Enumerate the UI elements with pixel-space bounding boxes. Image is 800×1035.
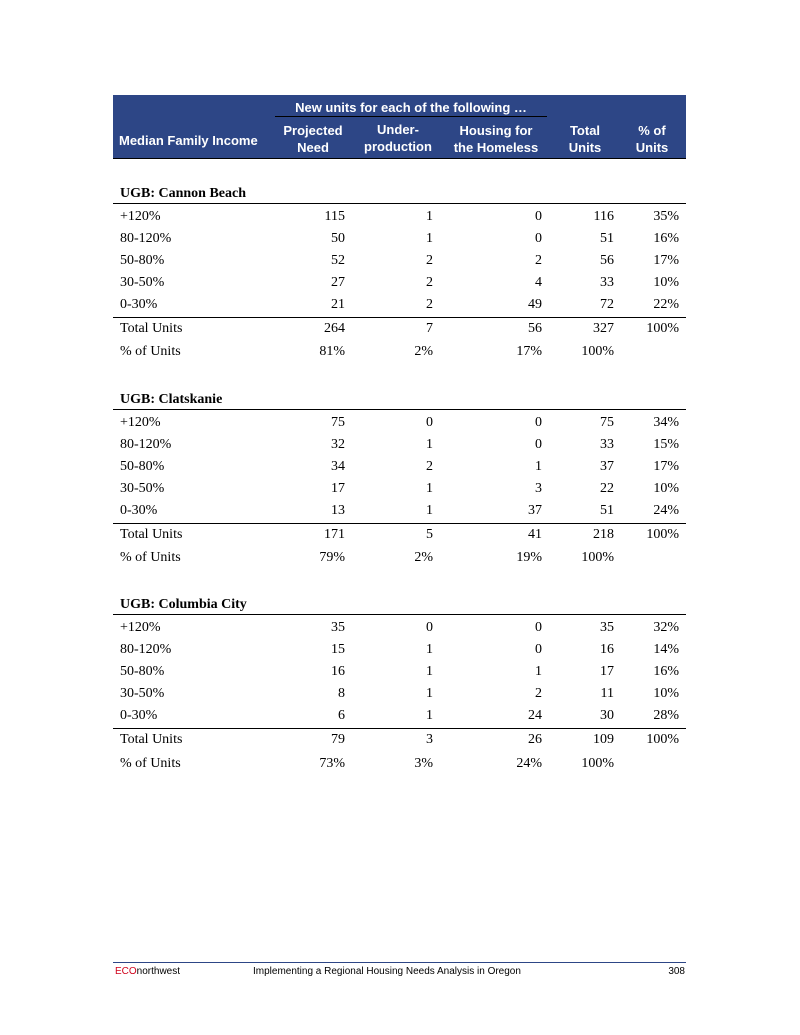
cell-total-units: 116 xyxy=(593,209,614,224)
column-header-line: production xyxy=(364,139,432,154)
cell-underproduction: 1 xyxy=(426,437,433,452)
footer-title: Implementing a Regional Housing Needs Analysis in Oregon xyxy=(253,966,521,977)
table-row xyxy=(113,500,686,522)
table-row xyxy=(113,272,686,294)
section-title: UGB: Columbia City xyxy=(120,597,247,612)
cell-projected-need: 52 xyxy=(331,253,345,268)
row-label: % of Units xyxy=(120,756,181,771)
cell-projected-need: 16 xyxy=(331,664,345,679)
cell-percent-units: 100% xyxy=(646,527,679,542)
cell-total-units: 33 xyxy=(600,275,614,290)
cell-underproduction: 0 xyxy=(426,415,433,430)
row-label: 0-30% xyxy=(120,503,158,518)
cell-underproduction: 1 xyxy=(426,708,433,723)
cell-homeless: 24 xyxy=(528,708,542,723)
cell-projected-need: 21 xyxy=(331,297,345,312)
row-label: +120% xyxy=(120,620,161,635)
total-row xyxy=(113,524,686,546)
page-number: 308 xyxy=(668,966,685,977)
cell-projected-need: 34 xyxy=(331,459,345,474)
cell-homeless: 0 xyxy=(535,642,542,657)
cell-homeless: 0 xyxy=(535,437,542,452)
cell-percent-units: 17% xyxy=(653,459,679,474)
cell-total-units: 100% xyxy=(581,756,614,771)
row-label: 0-30% xyxy=(120,708,158,723)
cell-projected-need: 75 xyxy=(331,415,345,430)
cell-underproduction: 1 xyxy=(426,481,433,496)
column-header-underproduction xyxy=(357,121,439,155)
cell-underproduction: 7 xyxy=(426,321,433,336)
group-header: New units for each of the following … xyxy=(295,100,527,115)
cell-total-units: 51 xyxy=(600,231,614,246)
row-label: Total Units xyxy=(120,321,183,336)
cell-homeless: 0 xyxy=(535,415,542,430)
row-label: 30-50% xyxy=(120,481,165,496)
cell-homeless: 3 xyxy=(535,481,542,496)
cell-underproduction: 2 xyxy=(426,459,433,474)
cell-projected-need: 6 xyxy=(338,708,345,723)
cell-projected-need: 17 xyxy=(331,481,345,496)
column-header-line: Units xyxy=(635,140,669,155)
cell-projected-need: 171 xyxy=(324,527,345,542)
cell-percent-units: 22% xyxy=(653,297,679,312)
cell-total-units: 16 xyxy=(600,642,614,657)
percent-row xyxy=(113,753,686,775)
cell-percent-units: 15% xyxy=(653,437,679,452)
cell-homeless: 49 xyxy=(528,297,542,312)
cell-percent-units: 17% xyxy=(653,253,679,268)
cell-percent-units: 10% xyxy=(653,481,679,496)
table-row xyxy=(113,228,686,250)
cell-underproduction: 1 xyxy=(426,664,433,679)
cell-percent-units: 14% xyxy=(653,642,679,657)
table-row xyxy=(113,617,686,639)
cell-homeless: 17% xyxy=(516,344,542,359)
table-row xyxy=(113,478,686,500)
column-header-projected-need xyxy=(273,122,353,156)
column-header-line: Need xyxy=(297,140,329,155)
table-row xyxy=(113,639,686,661)
cell-underproduction: 1 xyxy=(426,503,433,518)
column-header-line: Housing for xyxy=(459,123,533,138)
cell-total-units: 17 xyxy=(600,664,614,679)
table-row xyxy=(113,683,686,705)
cell-underproduction: 3% xyxy=(414,756,433,771)
cell-total-units: 33 xyxy=(600,437,614,452)
cell-homeless: 24% xyxy=(516,756,542,771)
cell-underproduction: 1 xyxy=(426,642,433,657)
column-header-line: the Homeless xyxy=(453,140,539,155)
cell-total-units: 56 xyxy=(600,253,614,268)
row-label: 50-80% xyxy=(120,253,165,268)
column-header-line: Under- xyxy=(377,122,419,137)
column-header-median-family-income xyxy=(119,132,269,149)
cell-percent-units: 10% xyxy=(653,275,679,290)
row-label: 80-120% xyxy=(120,642,172,657)
column-header-line: % of xyxy=(638,123,666,138)
cell-total-units: 37 xyxy=(600,459,614,474)
section-cannon-beach xyxy=(113,185,686,370)
cell-projected-need: 79% xyxy=(319,550,345,565)
cell-percent-units: 16% xyxy=(653,231,679,246)
cell-percent-units: 32% xyxy=(653,620,679,635)
brand-suffix: northwest xyxy=(136,966,181,977)
table-row xyxy=(113,661,686,683)
cell-projected-need: 73% xyxy=(319,756,345,771)
section-clatskanie xyxy=(113,391,686,576)
cell-homeless: 4 xyxy=(535,275,542,290)
cell-underproduction: 2% xyxy=(414,550,433,565)
cell-underproduction: 2 xyxy=(426,253,433,268)
column-header-housing-for-homeless xyxy=(443,122,549,156)
cell-percent-units: 100% xyxy=(646,732,679,747)
column-header-total-units xyxy=(553,122,617,156)
cell-total-units: 51 xyxy=(600,503,614,518)
table-row xyxy=(113,206,686,228)
footer-rule xyxy=(113,962,686,963)
cell-projected-need: 35 xyxy=(331,620,345,635)
table-row xyxy=(113,250,686,272)
cell-underproduction: 2% xyxy=(414,344,433,359)
cell-underproduction: 3 xyxy=(426,732,433,747)
cell-underproduction: 2 xyxy=(426,297,433,312)
cell-total-units: 100% xyxy=(581,550,614,565)
table-header xyxy=(113,95,686,159)
cell-underproduction: 2 xyxy=(426,275,433,290)
cell-homeless: 2 xyxy=(535,253,542,268)
cell-homeless: 26 xyxy=(528,732,542,747)
cell-homeless: 0 xyxy=(535,209,542,224)
cell-homeless: 19% xyxy=(516,550,542,565)
cell-total-units: 72 xyxy=(600,297,614,312)
section-top-rule xyxy=(113,614,686,615)
cell-projected-need: 32 xyxy=(331,437,345,452)
cell-underproduction: 1 xyxy=(426,686,433,701)
cell-percent-units: 100% xyxy=(646,321,679,336)
table-row xyxy=(113,705,686,727)
cell-underproduction: 1 xyxy=(426,209,433,224)
column-header-line: Median Family Income xyxy=(119,133,258,148)
cell-percent-units: 10% xyxy=(653,686,679,701)
row-label: Total Units xyxy=(120,732,183,747)
cell-total-units: 109 xyxy=(593,732,614,747)
row-label: +120% xyxy=(120,209,161,224)
cell-percent-units: 24% xyxy=(653,503,679,518)
cell-homeless: 0 xyxy=(535,620,542,635)
cell-percent-units: 34% xyxy=(653,415,679,430)
cell-underproduction: 0 xyxy=(426,620,433,635)
table-row xyxy=(113,434,686,456)
cell-percent-units: 16% xyxy=(653,664,679,679)
cell-projected-need: 115 xyxy=(324,209,345,224)
cell-homeless: 56 xyxy=(528,321,542,336)
cell-homeless: 1 xyxy=(535,459,542,474)
total-row xyxy=(113,318,686,340)
cell-projected-need: 27 xyxy=(331,275,345,290)
cell-total-units: 35 xyxy=(600,620,614,635)
row-label: % of Units xyxy=(120,550,181,565)
cell-projected-need: 79 xyxy=(331,732,345,747)
row-label: 50-80% xyxy=(120,459,165,474)
column-header-line: Units xyxy=(568,140,602,155)
cell-projected-need: 8 xyxy=(338,686,345,701)
row-label: +120% xyxy=(120,415,161,430)
cell-total-units: 75 xyxy=(600,415,614,430)
cell-total-units: 30 xyxy=(600,708,614,723)
section-title: UGB: Clatskanie xyxy=(120,392,223,407)
row-label: 50-80% xyxy=(120,664,165,679)
brand-prefix: ECO xyxy=(115,966,137,977)
cell-total-units: 327 xyxy=(593,321,614,336)
total-row xyxy=(113,729,686,751)
group-header-rule xyxy=(275,116,547,117)
cell-total-units: 22 xyxy=(600,481,614,496)
cell-underproduction: 5 xyxy=(426,527,433,542)
table-row xyxy=(113,456,686,478)
row-label: 80-120% xyxy=(120,437,172,452)
cell-projected-need: 50 xyxy=(331,231,345,246)
table-row xyxy=(113,294,686,316)
table-row xyxy=(113,412,686,434)
cell-homeless: 0 xyxy=(535,231,542,246)
row-label: 30-50% xyxy=(120,686,165,701)
cell-percent-units: 28% xyxy=(653,708,679,723)
percent-row xyxy=(113,547,686,569)
row-label: 0-30% xyxy=(120,297,158,312)
cell-projected-need: 264 xyxy=(324,321,345,336)
percent-row xyxy=(113,341,686,363)
cell-homeless: 2 xyxy=(535,686,542,701)
row-label: 80-120% xyxy=(120,231,172,246)
cell-projected-need: 15 xyxy=(331,642,345,657)
cell-projected-need: 13 xyxy=(331,503,345,518)
cell-underproduction: 1 xyxy=(426,231,433,246)
section-top-rule xyxy=(113,203,686,204)
column-header-percent-of-units xyxy=(621,122,683,156)
cell-homeless: 1 xyxy=(535,664,542,679)
row-label: % of Units xyxy=(120,344,181,359)
section-columbia-city xyxy=(113,596,686,781)
cell-total-units: 100% xyxy=(581,344,614,359)
cell-homeless: 41 xyxy=(528,527,542,542)
cell-projected-need: 81% xyxy=(319,344,345,359)
cell-total-units: 218 xyxy=(593,527,614,542)
row-label: Total Units xyxy=(120,527,183,542)
cell-total-units: 11 xyxy=(600,686,614,701)
footer-brand xyxy=(115,965,180,978)
row-label: 30-50% xyxy=(120,275,165,290)
section-top-rule xyxy=(113,409,686,410)
cell-percent-units: 35% xyxy=(653,209,679,224)
cell-homeless: 37 xyxy=(528,503,542,518)
column-header-line: Total xyxy=(569,123,601,138)
column-header-line: Projected xyxy=(283,123,343,138)
header-bottom-rule xyxy=(113,158,686,159)
section-title: UGB: Cannon Beach xyxy=(120,186,247,201)
